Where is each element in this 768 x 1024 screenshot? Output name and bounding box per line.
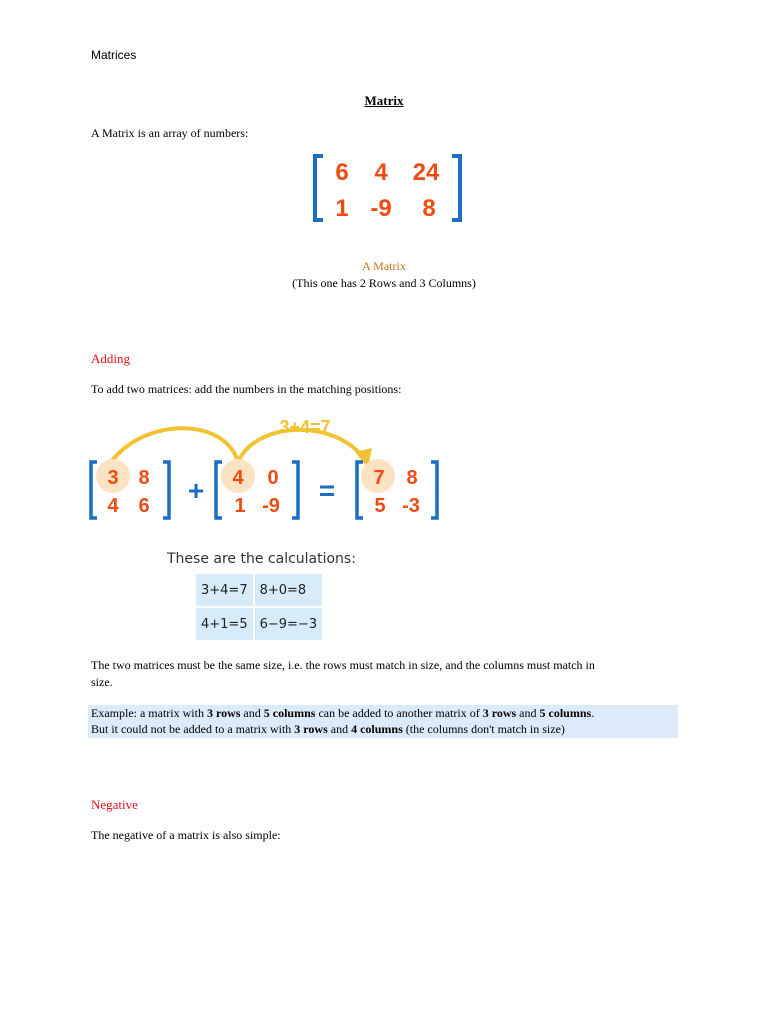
example-text: can be added to another matrix of xyxy=(315,706,483,720)
matrix-example-figure xyxy=(305,150,470,230)
matrix-cell: 7 xyxy=(373,467,385,489)
matrix-cell: 0 xyxy=(267,467,279,489)
example-bold: 3 rows xyxy=(482,706,517,720)
example-text: . xyxy=(591,706,595,720)
matrix-cell: 24 xyxy=(412,159,440,186)
example-line1 xyxy=(91,706,594,721)
matrix-cell: 6 xyxy=(335,159,349,186)
left-bracket xyxy=(315,156,323,220)
size-rule-line2: size. xyxy=(91,675,113,689)
plus-sign: + xyxy=(187,475,205,506)
left-bracket xyxy=(216,462,222,518)
section-heading-adding: Adding xyxy=(91,351,130,366)
table-row xyxy=(196,608,322,640)
matrix-caption-detail: (This one has 2 Rows and 3 Columns) xyxy=(292,276,476,290)
adding-text: To add two matrices: add the numbers in the matching positions: xyxy=(91,382,402,396)
example-bold: 3 rows xyxy=(206,706,241,720)
matrix-cell: 4 xyxy=(232,467,244,489)
example-text: and xyxy=(327,722,352,736)
example-line2 xyxy=(91,722,565,737)
example-text: and xyxy=(516,706,540,720)
table-cell: 8+0=8 xyxy=(255,574,323,606)
right-bracket xyxy=(431,462,437,518)
table-cell: 6−9=−3 xyxy=(255,608,323,640)
matrix-cell: 1 xyxy=(335,195,349,222)
example-bold: 5 columns xyxy=(263,706,316,720)
page-title-text: Matrix xyxy=(364,93,404,108)
matrix-cell: 8 xyxy=(138,467,150,489)
arrow-label: 3+4=7 xyxy=(279,417,331,437)
example-bold: 5 columns xyxy=(539,706,592,720)
matrix-caption-name: A Matrix xyxy=(362,259,406,273)
doc-header-label: Matrices xyxy=(91,48,137,62)
matrix-cell: 1 xyxy=(234,495,246,517)
matrix-cell: 8 xyxy=(406,467,418,489)
example-bold: 4 columns xyxy=(351,722,403,736)
table-row xyxy=(196,574,322,606)
example-text: But it could not be added to a matrix with xyxy=(91,722,295,736)
equals-sign: = xyxy=(318,475,336,506)
matrix-cell: -9 xyxy=(262,495,280,517)
section-heading-negative: Negative xyxy=(91,797,138,812)
page-title xyxy=(0,93,768,109)
matrix-cell: 4 xyxy=(107,495,119,517)
matrix-cell: -9 xyxy=(370,195,392,222)
adding-figure xyxy=(85,412,445,527)
matrix-cell: 8 xyxy=(422,195,436,222)
example-text: Example: a matrix with xyxy=(91,706,207,720)
example-text: (the columns don't match in size) xyxy=(402,722,565,736)
matrix-cell: 3 xyxy=(107,467,119,489)
matrix-cell: 5 xyxy=(374,495,386,517)
table-cell: 4+1=5 xyxy=(196,608,253,640)
matrix-cell: 6 xyxy=(138,495,150,517)
left-bracket xyxy=(91,462,97,518)
right-bracket xyxy=(163,462,169,518)
right-bracket xyxy=(292,462,298,518)
matrix-cell: 4 xyxy=(374,159,388,186)
table-cell: 3+4=7 xyxy=(196,574,253,606)
example-text: and xyxy=(240,706,264,720)
calculations-title: These are the calculations: xyxy=(167,551,356,567)
size-rule-line1: The two matrices must be the same size, i.e. the rows must match in size, and the columns must match in xyxy=(91,658,595,672)
right-bracket xyxy=(452,156,460,220)
example-bold: 3 rows xyxy=(294,722,328,736)
negative-text: The negative of a matrix is also simple: xyxy=(91,828,281,842)
calculations-table xyxy=(194,572,324,642)
matrix-cell: -3 xyxy=(402,495,420,517)
intro-text: A Matrix is an array of numbers: xyxy=(91,126,249,140)
